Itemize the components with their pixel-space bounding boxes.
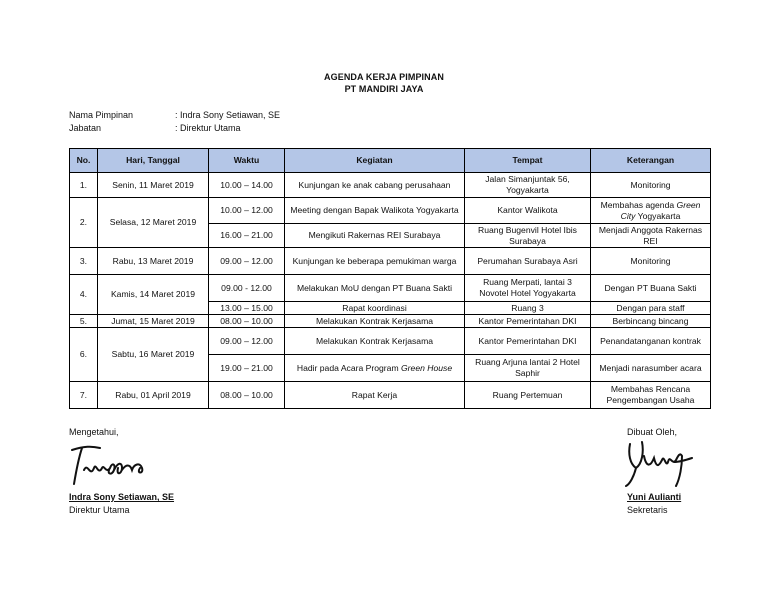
cell-time: 09.00 – 12.00 xyxy=(209,328,285,355)
cell-activity: Rapat Kerja xyxy=(285,382,465,409)
table-row xyxy=(70,315,711,328)
activity-emphasis: Green House xyxy=(401,362,453,373)
cell-activity: Melakukan Kontrak Kerjasama xyxy=(285,328,465,355)
col-header-note: Keterangan xyxy=(591,149,711,173)
approver-name: Indra Sony Setiawan, SE xyxy=(69,492,175,502)
cell-activity xyxy=(285,355,465,382)
cell-note: Menjadi Anggota Rakernas REI xyxy=(591,224,711,248)
approver-signature xyxy=(70,440,160,490)
col-header-time: Waktu xyxy=(209,149,285,173)
cell-place: Ruang Arjuna lantai 2 Hotel Saphir xyxy=(465,355,591,382)
author-caption: Dibuat Oleh, xyxy=(627,427,678,437)
cell-note: Penandatanganan kontrak xyxy=(591,328,711,355)
table-row xyxy=(70,328,711,355)
cell-place: Jalan Simanjuntak 56, Yogyakarta xyxy=(465,173,591,198)
author-signature xyxy=(624,438,699,490)
cell-no: 5. xyxy=(70,315,98,328)
table-row xyxy=(70,382,711,409)
cell-day: Rabu, 13 Maret 2019 xyxy=(98,248,209,275)
leader-label: Nama Pimpinan xyxy=(69,110,134,120)
col-header-activity: Kegiatan xyxy=(285,149,465,173)
col-header-day: Hari, Tanggal xyxy=(98,149,209,173)
cell-activity: Mengikuti Rakernas REI Surabaya xyxy=(285,224,465,248)
cell-place: Ruang 3 xyxy=(465,302,591,315)
col-header-no: No. xyxy=(70,149,98,173)
cell-note: Menjadi narasumber acara xyxy=(591,355,711,382)
approver-role: Direktur Utama xyxy=(69,505,130,515)
note-text: Yogyakarta xyxy=(635,210,681,221)
note-text: Membahas agenda xyxy=(600,199,677,210)
table-row xyxy=(70,198,711,224)
leader-row xyxy=(69,110,280,120)
document-title: AGENDA KERJA PIMPINAN xyxy=(324,72,444,82)
agenda-table xyxy=(69,148,711,409)
cell-place: Ruang Merpati, lantai 3 Novotel Hotel Yogyakarta xyxy=(465,275,591,302)
cell-day: Selasa, 12 Maret 2019 xyxy=(98,198,209,248)
cell-day: Senin, 11 Maret 2019 xyxy=(98,173,209,198)
cell-day: Jumat, 15 Maret 2019 xyxy=(98,315,209,328)
approver-caption: Mengetahui, xyxy=(69,427,119,437)
leader-value: : Indra Sony Setiawan, SE xyxy=(175,110,281,120)
cell-time: 10.00 – 14.00 xyxy=(209,173,285,198)
cell-no: 2. xyxy=(70,198,98,248)
cell-time: 09.00 - 12.00 xyxy=(209,275,285,302)
cell-place: Kantor Pemerintahan DKI xyxy=(465,315,591,328)
cell-time: 19.00 – 21.00 xyxy=(209,355,285,382)
cell-time: 08.00 – 10.00 xyxy=(209,382,285,409)
cell-day: Rabu, 01 April 2019 xyxy=(98,382,209,409)
table-row xyxy=(70,275,711,302)
cell-time: 16.00 – 21.00 xyxy=(209,224,285,248)
table-row xyxy=(70,248,711,275)
cell-activity: Kunjungan ke anak cabang perusahaan xyxy=(285,173,465,198)
position-value: : Direktur Utama xyxy=(175,123,241,133)
table-header-row xyxy=(70,149,711,173)
col-header-place: Tempat xyxy=(465,149,591,173)
cell-note: Dengan para staff xyxy=(591,302,711,315)
cell-place: Ruang Bugenvil Hotel Ibis Surabaya xyxy=(465,224,591,248)
cell-note: Dengan PT Buana Sakti xyxy=(591,275,711,302)
author-name: Yuni Aulianti xyxy=(627,492,682,502)
activity-text: Hadir pada Acara Program xyxy=(296,362,401,373)
cell-no: 3. xyxy=(70,248,98,275)
cell-place: Ruang Pertemuan xyxy=(465,382,591,409)
cell-day: Kamis, 14 Maret 2019 xyxy=(98,275,209,315)
table-row xyxy=(70,173,711,198)
cell-time: 13.00 – 15.00 xyxy=(209,302,285,315)
author-role: Sekretaris xyxy=(627,505,668,515)
cell-activity: Melakukan Kontrak Kerjasama xyxy=(285,315,465,328)
cell-no: 1. xyxy=(70,173,98,198)
cell-no: 7. xyxy=(70,382,98,409)
cell-no: 6. xyxy=(70,328,98,382)
cell-activity: Melakukan MoU dengan PT Buana Sakti xyxy=(285,275,465,302)
cell-no: 4. xyxy=(70,275,98,315)
cell-place: Kantor Walikota xyxy=(465,198,591,224)
cell-note: Berbincang bincang xyxy=(591,315,711,328)
cell-activity: Meeting dengan Bapak Walikota Yogyakarta xyxy=(285,198,465,224)
cell-time: 08.00 – 10.00 xyxy=(209,315,285,328)
cell-activity: Rapat koordinasi xyxy=(285,302,465,315)
cell-day: Sabtu, 16 Maret 2019 xyxy=(98,328,209,382)
cell-activity: Kunjungan ke beberapa pemukiman warga xyxy=(285,248,465,275)
cell-time: 10.00 – 12.00 xyxy=(209,198,285,224)
position-label: Jabatan xyxy=(69,123,102,133)
position-row xyxy=(69,123,241,133)
cell-note: Monitoring xyxy=(591,173,711,198)
cell-note: Membahas Rencana Pengembangan Usaha xyxy=(591,382,711,409)
cell-time: 09.00 – 12.00 xyxy=(209,248,285,275)
cell-note xyxy=(591,198,711,224)
cell-place: Kantor Pemerintahan DKI xyxy=(465,328,591,355)
cell-place: Perumahan Surabaya Asri xyxy=(465,248,591,275)
company-name: PT MANDIRI JAYA xyxy=(344,84,424,94)
cell-note: Monitoring xyxy=(591,248,711,275)
note-emphasis: Green City xyxy=(620,199,701,221)
